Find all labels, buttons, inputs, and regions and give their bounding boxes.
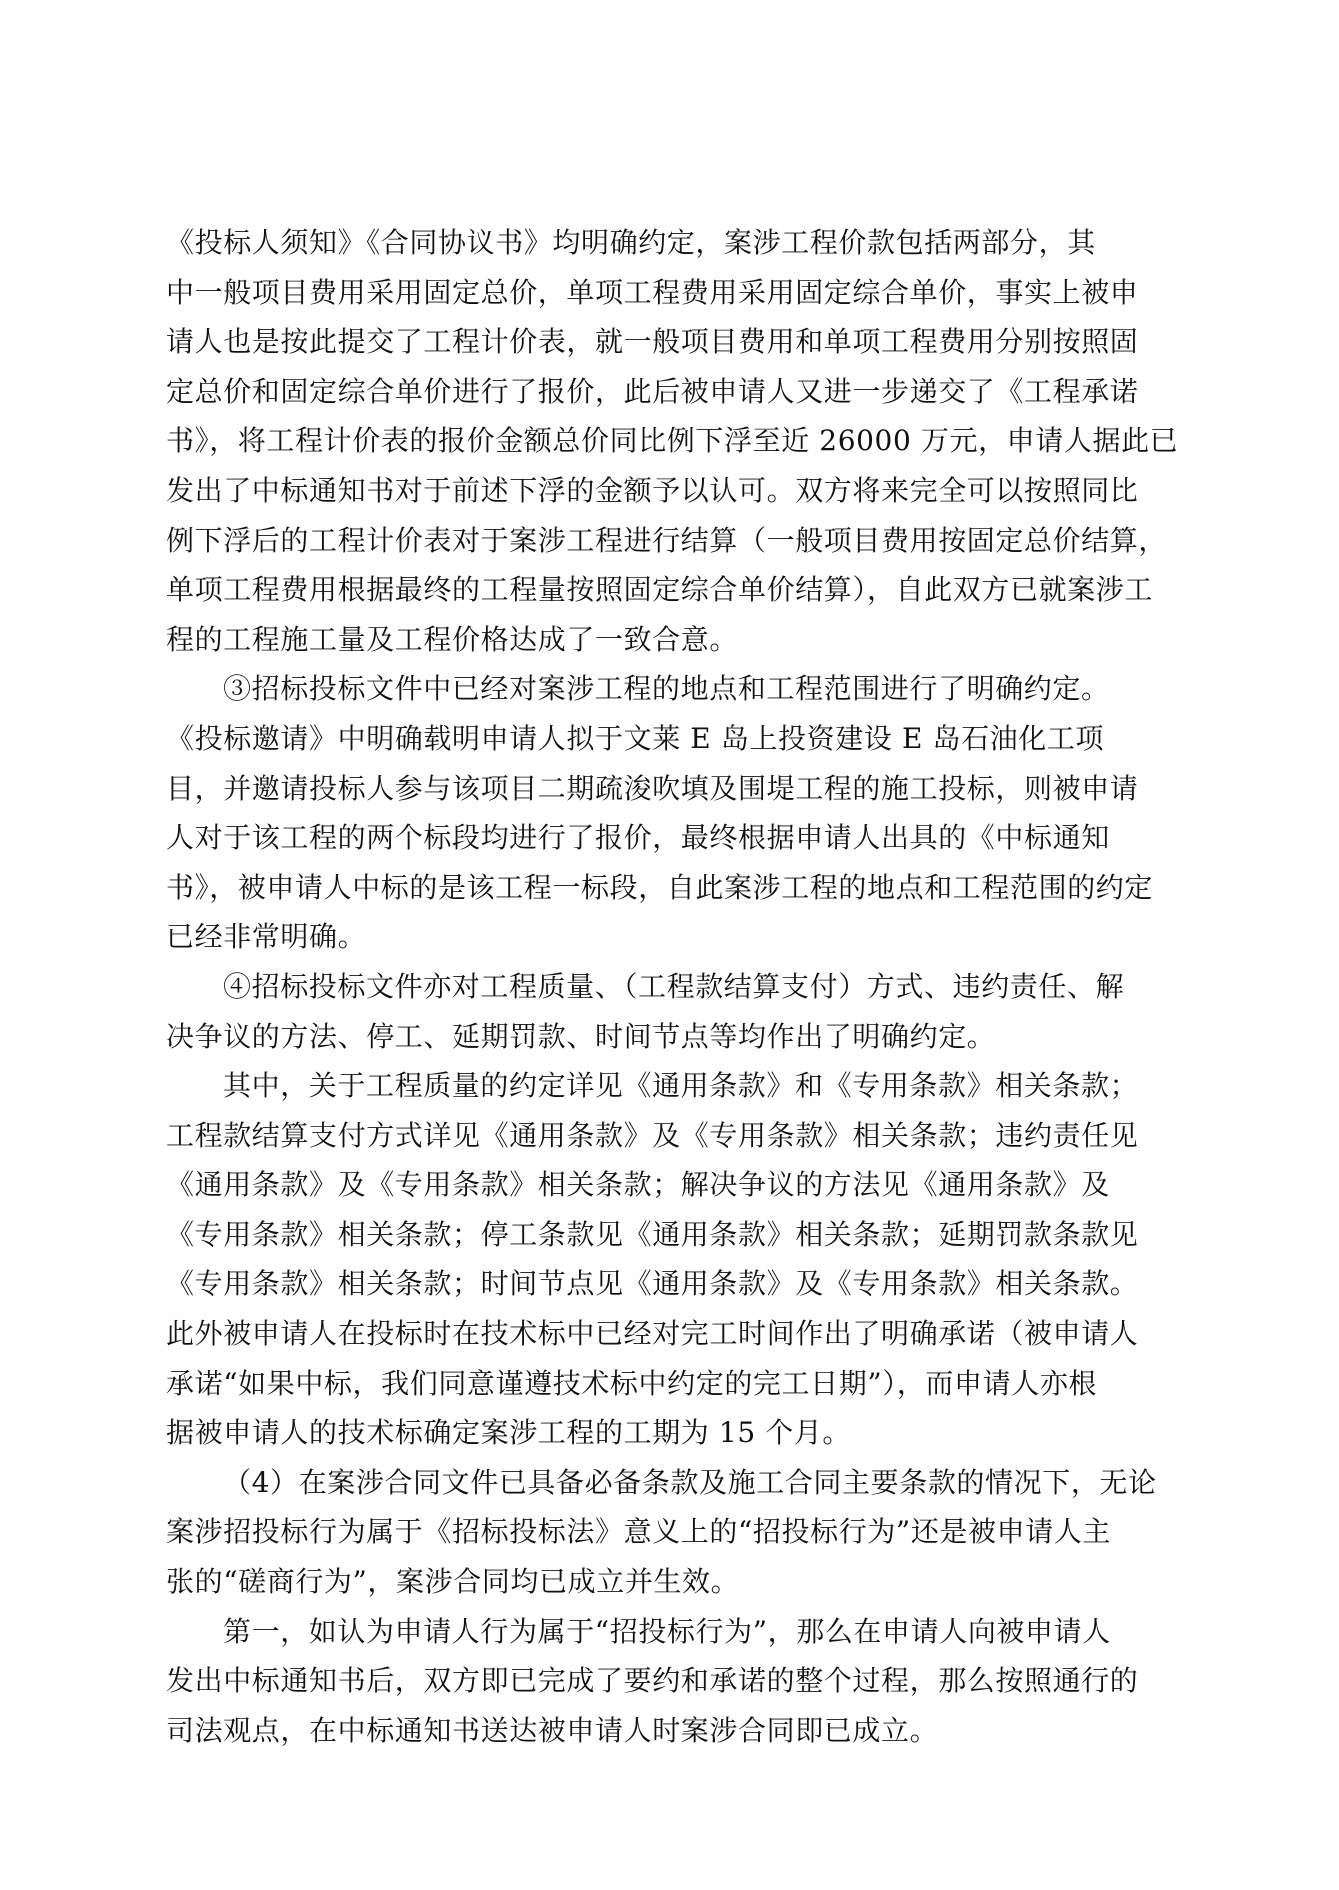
paragraph-bid-invitation: [166, 714, 1171, 962]
text-line: 例下浮后的工程计价表对于案涉工程进行结算（一般项目费用按固定总价结算，: [166, 523, 1168, 557]
text-line: 请人也是按此提交了工程计价表，就一般项目费用和单项工程费用分别按照固: [166, 325, 1139, 359]
text-line: 程的工程施工量及工程价格达成了一致合意。: [166, 622, 739, 656]
text-line: 第一，如认为申请人行为属于“招投标行为”，那么在申请人向被申请人: [223, 1614, 1111, 1648]
text-line: 其中，关于工程质量的约定详见《通用条款》和《专用条款》相关条款；: [223, 1069, 1139, 1103]
text-line: 《专用条款》相关条款；停工条款见《通用条款》相关条款；延期罚款条款见: [166, 1217, 1139, 1251]
text-line: 《投标人须知》《合同协议书》均明确约定，案涉工程价款包括两部分，其: [166, 226, 1096, 259]
paragraph-clauses: [166, 1061, 1171, 1458]
text-line: 发出中标通知书后，双方即已完成了要约和承诺的整个过程，那么按照通行的: [166, 1664, 1139, 1698]
text-line: 书》，将工程计价表的报价金额总价同比例下浮至近 26000 万元，申请人据此已: [166, 424, 1179, 458]
text-line: ④招标投标文件亦对工程质量、（工程款结算支付）方式、违约责任、解: [223, 969, 1125, 1003]
document-body: [166, 218, 1179, 1755]
text-line: 书》，被申请人中标的是该工程一标段，自此案涉工程的地点和工程范围的约定: [166, 870, 1154, 904]
text-line: 中一般项目费用采用固定总价，单项工程费用采用固定综合单价，事实上被申: [166, 275, 1139, 309]
paragraph-point-3: [166, 664, 1171, 714]
text-line: 单项工程费用根据最终的工程量按照固定综合单价结算），自此双方已就案涉工: [166, 573, 1154, 607]
paragraph-contract-price: [166, 218, 1179, 664]
text-line: 司法观点，在中标通知书送达被申请人时案涉合同即已成立。: [166, 1713, 939, 1747]
paragraph-point-4: [166, 962, 1171, 1061]
text-line: 《投标邀请》中明确载明申请人拟于文莱 E 岛上投资建设 E 岛石油化工项: [166, 721, 1105, 755]
text-line: 工程款结算支付方式详见《通用条款》及《专用条款》相关条款；违约责任见: [166, 1118, 1139, 1152]
text-line: 据被申请人的技术标确定案涉工程的工期为 15 个月。: [166, 1416, 852, 1450]
text-line: 《专用条款》相关条款；时间节点见《通用条款》及《专用条款》相关条款。: [166, 1267, 1139, 1301]
text-line: 决争议的方法、停工、延期罚款、时间节点等均作出了明确约定。: [166, 1019, 996, 1053]
paragraph-point-4-numbered: [166, 1458, 1171, 1607]
text-line: 目，并邀请投标人参与该项目二期疏浚吹填及围堤工程的施工投标，则被申请: [166, 771, 1139, 805]
text-line: 承诺“如果中标，我们同意谨遵技术标中约定的完工日期”），而申请人亦根: [166, 1366, 1098, 1400]
text-line: 定总价和固定综合单价进行了报价，此后被申请人又进一步递交了《工程承诺: [166, 374, 1139, 408]
text-line: 发出了中标通知书对于前述下浮的金额予以认可。双方将来完全可以按照同比: [166, 473, 1139, 507]
text-line: 《通用条款》及《专用条款》相关条款；解决争议的方法见《通用条款》及: [166, 1168, 1110, 1202]
text-line: ③招标投标文件中已经对案涉工程的地点和工程范围进行了明确约定。: [223, 672, 1110, 706]
text-line: （4）在案涉合同文件已具备必备条款及施工合同主要条款的情况下，无论: [223, 1465, 1157, 1499]
text-line: 已经非常明确。: [166, 920, 367, 954]
text-line: 人对于该工程的两个标段均进行了报价，最终根据申请人出具的《中标通知: [166, 821, 1110, 855]
paragraph-first-argument: [166, 1607, 1171, 1756]
text-line: 张的“磋商行为”，案涉合同均已成立并生效。: [166, 1565, 740, 1599]
text-line: 此外被申请人在投标时在技术标中已经对完工时间作出了明确承诺（被申请人: [166, 1317, 1139, 1351]
text-line: 案涉招投标行为属于《招标投标法》意义上的“招投标行为”还是被申请人主: [166, 1515, 1112, 1549]
